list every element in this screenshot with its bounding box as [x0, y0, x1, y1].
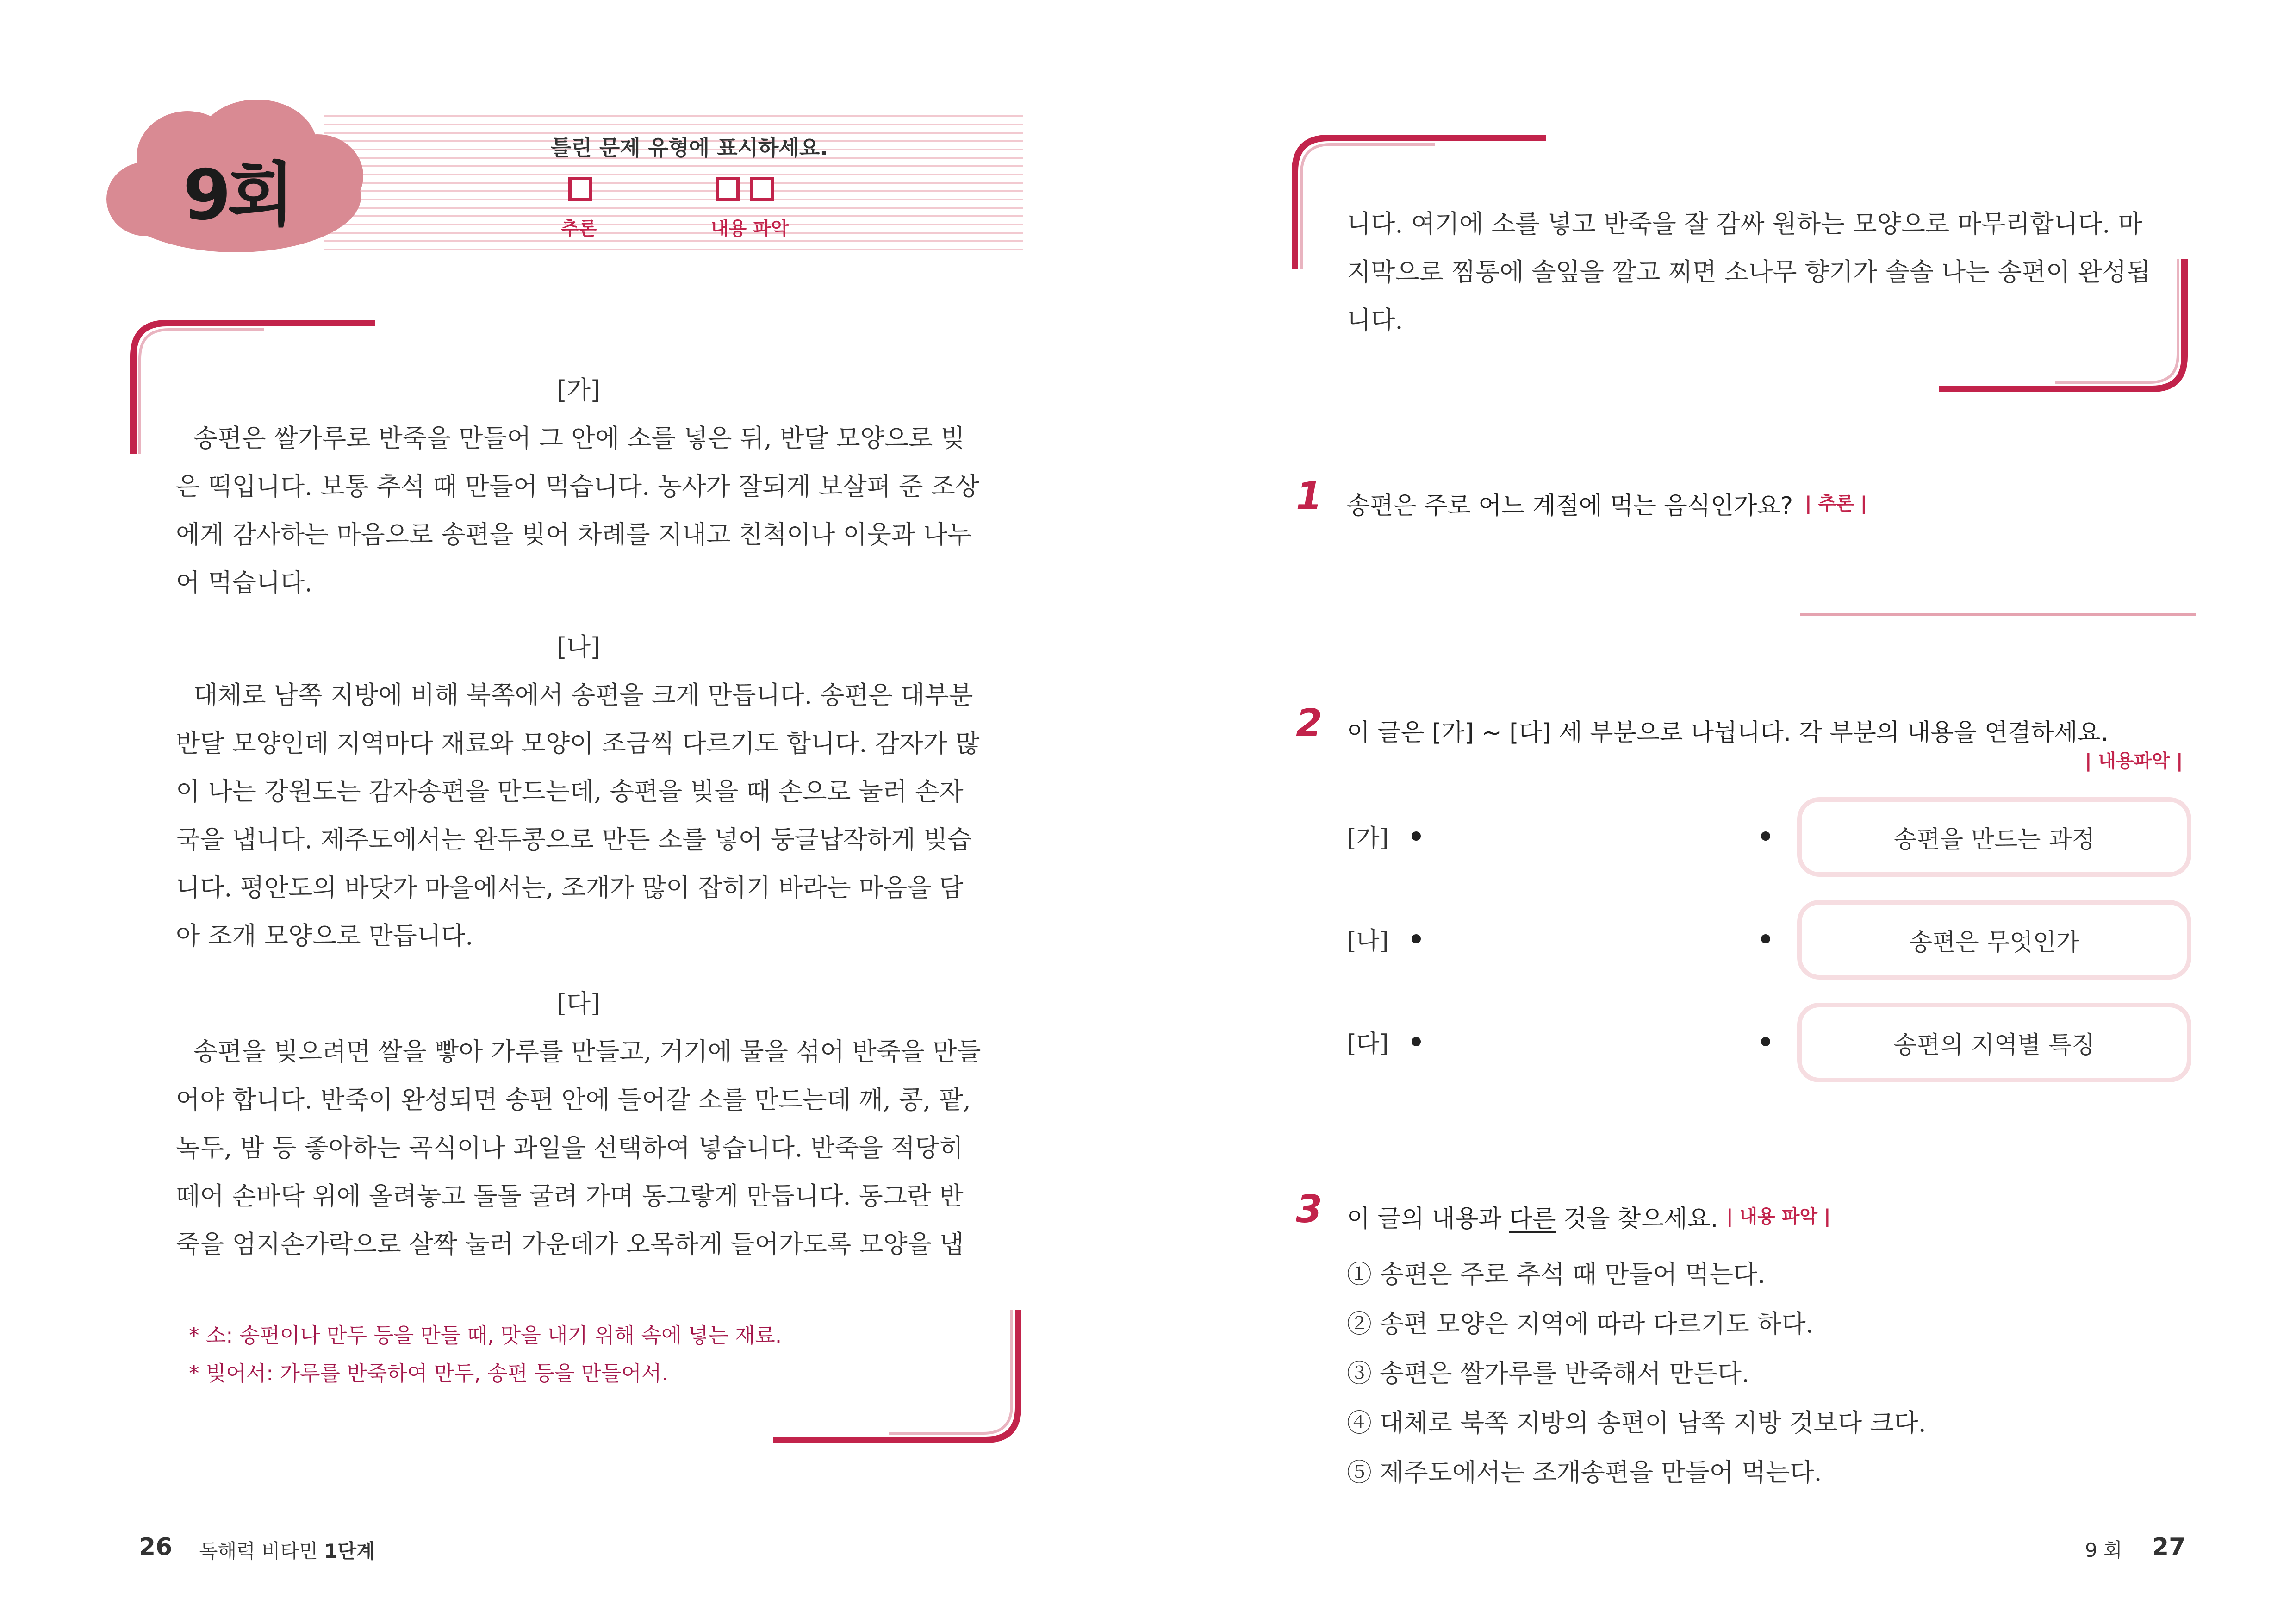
choice-1[interactable]: ① 송편은 주로 추석 때 만들어 먹는다.: [1347, 1260, 1766, 1289]
text-line: 국을 냅니다. 제주도에서는 완두콩으로 만든 소를 넣어 둥글납작하게 빚습: [176, 825, 972, 854]
choice-5[interactable]: ⑤ 제주도에서는 조개송편을 만들어 먹는다.: [1347, 1458, 1822, 1487]
question-1-type-tag: | 추론 |: [1805, 493, 1867, 514]
page-number-right: 27: [2152, 1533, 2186, 1561]
book-title-text: 독해력 비타민: [199, 1540, 324, 1562]
question-2-number: 2: [1296, 701, 1323, 745]
match-left-ga: [가]: [1347, 824, 1389, 852]
match-dot-right-1[interactable]: [1761, 831, 1770, 841]
wrong-answer-instruction: 틀린 문제 유형에 표시하세요.: [551, 135, 828, 160]
text-line: 은 떡입니다. 보통 추석 때 만들어 먹습니다. 농사가 잘되게 보살펴 준 조상: [176, 472, 979, 501]
inference-checkbox-label: 추론: [561, 218, 597, 239]
inference-checkbox[interactable]: [568, 177, 592, 201]
match-option-definition[interactable]: 송편은 무엇인가: [1797, 900, 2191, 980]
match-dot-right-2[interactable]: [1761, 934, 1770, 943]
question-3-type-tag: | 내용 파악 |: [1726, 1206, 1831, 1227]
match-dot-right-3[interactable]: [1761, 1037, 1770, 1046]
text-line: 이 나는 강원도는 감자송편을 만드는데, 송편을 빚을 때 손으로 눌러 손자: [176, 777, 964, 806]
question-2-type-tag: | 내용파악 |: [2085, 750, 2183, 772]
match-option-regional[interactable]: 송편의 지역별 특징: [1797, 1003, 2191, 1082]
text-line: 송편을 빚으려면 쌀을 빻아 가루를 만들고, 거기에 물을 섞어 반죽을 만들: [193, 1037, 981, 1066]
section-label-ga: [가]: [556, 375, 601, 405]
passage-frame-bottom-right: [768, 1301, 1027, 1449]
match-left-na: [나]: [1347, 927, 1389, 955]
choice-4[interactable]: ④ 대체로 북쪽 지방의 송편이 남쪽 지방 것보다 크다.: [1347, 1408, 1926, 1437]
page-number-left: 26: [139, 1533, 173, 1561]
match-option-process[interactable]: 송편을 만드는 과정: [1797, 797, 2191, 877]
match-dot-left-da[interactable]: [1412, 1037, 1421, 1046]
match-dot-left-ga[interactable]: [1412, 831, 1421, 841]
text-line: 떼어 손바닥 위에 올려놓고 돌돌 굴려 가며 동그랗게 만듭니다. 동그란 반: [176, 1181, 964, 1211]
section-da-paragraph: [176, 1028, 981, 1268]
glossary-note-bijeoseo: * 빚어서: 가루를 반죽하여 만두, 송편 등을 만들어서.: [189, 1361, 668, 1386]
comprehension-checkbox-1[interactable]: [716, 177, 740, 201]
question-3-underlined-word: 다른: [1509, 1205, 1556, 1233]
section-label-na: [나]: [556, 632, 601, 662]
choice-2[interactable]: ② 송편 모양은 지역에 따라 다르기도 하다.: [1347, 1309, 1814, 1338]
question-3-text-before: 이 글의 내용과: [1347, 1205, 1509, 1233]
question-1-number: 1: [1296, 475, 1323, 518]
text-line: 니다. 여기에 소를 넣고 반죽을 잘 감싸 원하는 모양으로 마무리합니다. 마: [1347, 209, 2142, 238]
answer-line[interactable]: [1800, 613, 2196, 616]
glossary-note-so: * 소: 송편이나 만두 등을 만들 때, 맛을 내기 위해 속에 넣는 재료.: [189, 1323, 782, 1348]
text-line: 반달 모양인데 지역마다 재료와 모양이 조금씩 다르기도 합니다. 감자가 많: [176, 729, 980, 758]
text-line: 송편은 쌀가루로 반죽을 만들어 그 안에 소를 넣은 뒤, 반달 모양으로 빚: [193, 424, 965, 453]
comprehension-checkbox-2[interactable]: [750, 177, 774, 201]
comprehension-checkbox-label: 내용 파악: [711, 218, 789, 239]
text-line: 니다.: [1347, 306, 1403, 335]
section-na-paragraph: [176, 671, 980, 960]
question-3-text-after: 것을 찾으세요.: [1556, 1205, 1718, 1233]
question-2-text: 이 글은 [가] ~ [다] 세 부분으로 나뉩니다. 각 부분의 내용을 연결하세요.: [1347, 719, 2109, 747]
text-line: 죽을 엄지손가락으로 살짝 눌러 가운데가 오목하게 들어가도록 모양을 냅: [176, 1230, 964, 1259]
book-title: [199, 1536, 375, 1564]
text-line: 아 조개 모양으로 만듭니다.: [176, 921, 473, 950]
question-3-number: 3: [1296, 1187, 1323, 1231]
choice-3[interactable]: ③ 송편은 쌀가루를 반죽해서 만든다.: [1347, 1359, 1750, 1388]
question-1-text: 송편은 주로 어느 계절에 먹는 음식인가요?: [1347, 492, 1793, 520]
match-dot-left-na[interactable]: [1412, 934, 1421, 943]
text-line: 어 먹습니다.: [176, 568, 313, 597]
text-line: 니다. 평안도의 바닷가 마을에서는, 조개가 많이 잡히기 바라는 마음을 담: [176, 873, 964, 902]
text-line: 에게 감사하는 마음으로 송편을 빚어 차례를 지내고 친척이나 이웃과 나누: [176, 520, 972, 549]
continuation-paragraph: [1347, 200, 2151, 344]
section-label-da: [다]: [556, 989, 601, 1018]
book-level: 1단계: [324, 1540, 375, 1562]
session-footer: 9 회: [2085, 1539, 2122, 1562]
section-ga-paragraph: [176, 414, 979, 607]
session-number: 9회: [183, 155, 291, 236]
match-left-da: [다]: [1347, 1030, 1389, 1058]
text-line: 녹두, 밤 등 좋아하는 곡식이나 과일을 선택하여 넣습니다. 반죽을 적당히: [176, 1133, 964, 1162]
question-3-text: [1347, 1199, 1718, 1234]
text-line: 대체로 남쪽 지방에 비해 북쪽에서 송편을 크게 만듭니다. 송편은 대부분: [193, 681, 973, 710]
text-line: 어야 합니다. 반죽이 완성되면 송편 안에 들어갈 소를 만드는데 깨, 콩, 팥,: [176, 1085, 971, 1114]
text-line: 지막으로 찜통에 솔잎을 깔고 찌면 소나무 향기가 솔솔 나는 송편이 완성됩: [1347, 257, 2151, 287]
